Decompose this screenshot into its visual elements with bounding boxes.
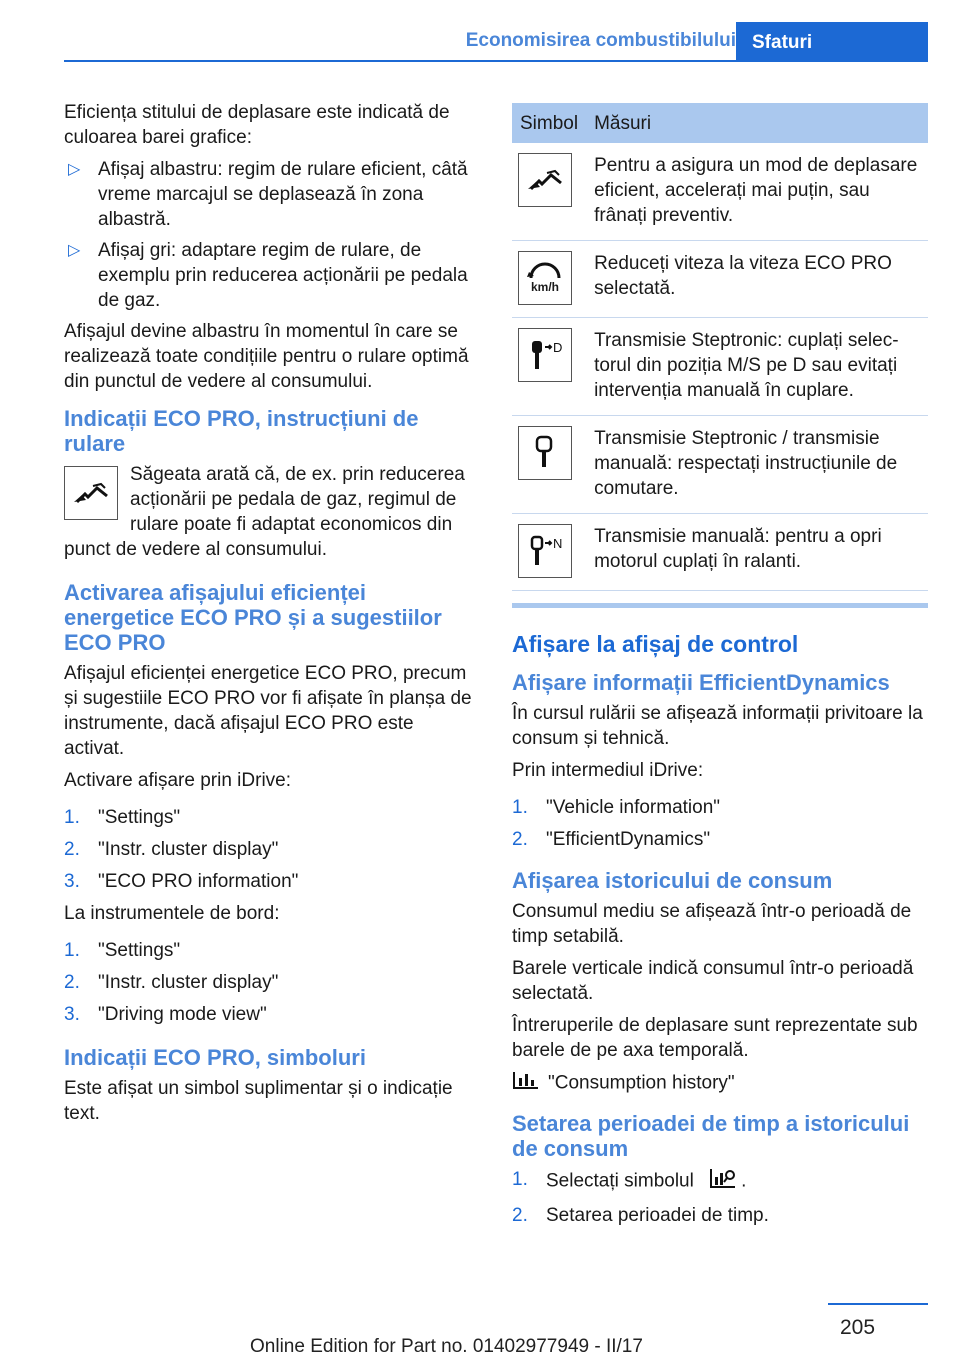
bullet-item: ▷ Afișaj gri: adaptare regim de rulare, de exemplu prin reducerea acționării pe pedala de gaz. bbox=[68, 240, 468, 311]
triangle-bullet-icon: ▷ bbox=[68, 242, 81, 259]
heading-control-display: Afișare la afișaj de control bbox=[512, 631, 799, 657]
heading-efficient-dynamics: Afișare informații EfficientDynamics bbox=[512, 670, 890, 695]
list-item: 2. Setarea perioadei de timp. bbox=[512, 1205, 769, 1226]
accelerator-arrow-icon bbox=[518, 153, 572, 207]
bar-chart-magnifier-icon bbox=[709, 1167, 737, 1196]
gear-lever-n-icon bbox=[518, 524, 572, 578]
bullet-item: ▷ Afișaj albastru: regim de rulare eficient, câtă vreme marcajul se deplasează în zona albastră. bbox=[68, 159, 468, 230]
edition-line: Online Edition for Part no. 01402977949 - II/17 bbox=[250, 1336, 643, 1357]
header-tab[interactable]: Sfaturi bbox=[736, 22, 928, 62]
list-item: 1. "Settings" bbox=[64, 807, 181, 828]
list-item: 1. "Vehicle information" bbox=[512, 797, 721, 818]
list-item: 2. "Instr. cluster display" bbox=[64, 839, 279, 860]
heading-instructions: Indicații ECO PRO, instrucțiuni de rulare bbox=[64, 406, 419, 456]
after-bullets-text: Afișajul devine albastru în momentul în care se realizează toate condițiile pentru o rulare optimă din punctul de vedere al consumului. bbox=[64, 321, 469, 392]
heading-symbols: Indicații ECO PRO, simboluri bbox=[64, 1045, 366, 1070]
table-header-measures: Măsuri bbox=[586, 103, 928, 143]
info-text: În cursul rulării se afișează informații privitoare la consum și tehnică. bbox=[512, 703, 923, 749]
history-text: Întreruperile de deplasare sunt reprezentate sub barele de pe axa temporală. bbox=[512, 1015, 918, 1061]
table-cell: Reduceți viteza la viteza ECO PRO selectată. bbox=[586, 241, 928, 318]
triangle-bullet-icon: ▷ bbox=[68, 161, 81, 178]
history-menu-item: "Consumption history" bbox=[512, 1070, 928, 1097]
list-item: 3. "ECO PRO information" bbox=[64, 871, 299, 892]
bar-chart-icon bbox=[512, 1070, 540, 1097]
symbols-table bbox=[512, 103, 928, 591]
table-cell: Transmisie manuală: pentru a opri motorul cuplați în ralanti. bbox=[586, 514, 928, 591]
list-item: 1. "Settings" bbox=[64, 940, 181, 961]
page-number: 205 bbox=[840, 1316, 876, 1339]
gear-lever-icon bbox=[518, 426, 572, 480]
list-item: 2. "EfficientDynamics" bbox=[512, 829, 711, 850]
history-text: Consumul mediu se afișează într-o perioadă de timp setabilă. bbox=[512, 901, 912, 947]
svg-text:N: N bbox=[553, 536, 563, 551]
table-row bbox=[512, 241, 928, 318]
right-column bbox=[512, 103, 928, 1235]
accelerator-arrow-icon bbox=[64, 466, 118, 520]
activation-text: Afișajul eficienței energetice ECO PRO, precum și sugestiile ECO PRO vor fi afișate în planșa de instrumente, dacă afișajul ECO PRO este activat. bbox=[64, 663, 472, 759]
table-row bbox=[512, 514, 928, 591]
table-header-symbol: Simbol bbox=[512, 103, 586, 143]
history-text: Barele verticale indică consumul într-o perioadă selectată. bbox=[512, 958, 914, 1004]
table-row bbox=[512, 416, 928, 514]
speedometer-kmh-icon: km/h bbox=[518, 251, 572, 305]
instructions-block: Săgeata arată că, de ex. prin reducerea acționării pe pedala de gaz, regimul de rulare poate fi adaptat economicos din punct de vedere al consumului. bbox=[64, 464, 465, 560]
table-row bbox=[512, 318, 928, 416]
table-cell: Transmisie Steptronic: cuplați selectorul din poziția M/S pe D sau evitați intervenția manuală în cuplare. bbox=[586, 318, 928, 416]
symbols-text: Este afișat un simbol suplimentar și o indicație text. bbox=[64, 1078, 453, 1124]
header-section-title: Economisirea combustibilului bbox=[465, 30, 736, 51]
heading-activation: Activarea afișajului eficienței energetice ECO PRO și a sugestiilor ECO PRO bbox=[64, 580, 442, 655]
table-row bbox=[512, 143, 928, 241]
idrive-label: Activare afișare prin iDrive: bbox=[64, 770, 292, 791]
intro-text: Eficiența stitului de deplasare este indicată de culoarea barei grafice: bbox=[64, 102, 450, 148]
header-divider bbox=[64, 60, 928, 62]
table-bottom-bar bbox=[512, 603, 928, 608]
table-cell: Pentru a asigura un mod de deplasare eficient, accelerați mai puțin, sau frânați preventiv. bbox=[586, 143, 928, 241]
footer-divider bbox=[828, 1303, 928, 1305]
gear-lever-d-icon bbox=[518, 328, 572, 382]
board-label: La instrumentele de bord: bbox=[64, 903, 280, 924]
heading-consumption-history: Afișarea istoricului de consum bbox=[512, 868, 833, 893]
list-item: 1. Selectați simbolul . bbox=[512, 1167, 928, 1196]
table-cell: Transmisie Steptronic / transmisie manuală: respectați instrucțiunile de comutare. bbox=[586, 416, 928, 514]
list-item: 2. "Instr. cluster display" bbox=[64, 972, 279, 993]
list-item: 3. "Driving mode view" bbox=[64, 1004, 267, 1025]
heading-period-setting: Setarea perioadei de timp a istoricului de consum bbox=[512, 1111, 910, 1161]
svg-text:D: D bbox=[553, 340, 563, 355]
table-header-row bbox=[512, 103, 928, 143]
idrive-label: Prin intermediul iDrive: bbox=[512, 760, 704, 781]
left-column bbox=[64, 100, 476, 1133]
